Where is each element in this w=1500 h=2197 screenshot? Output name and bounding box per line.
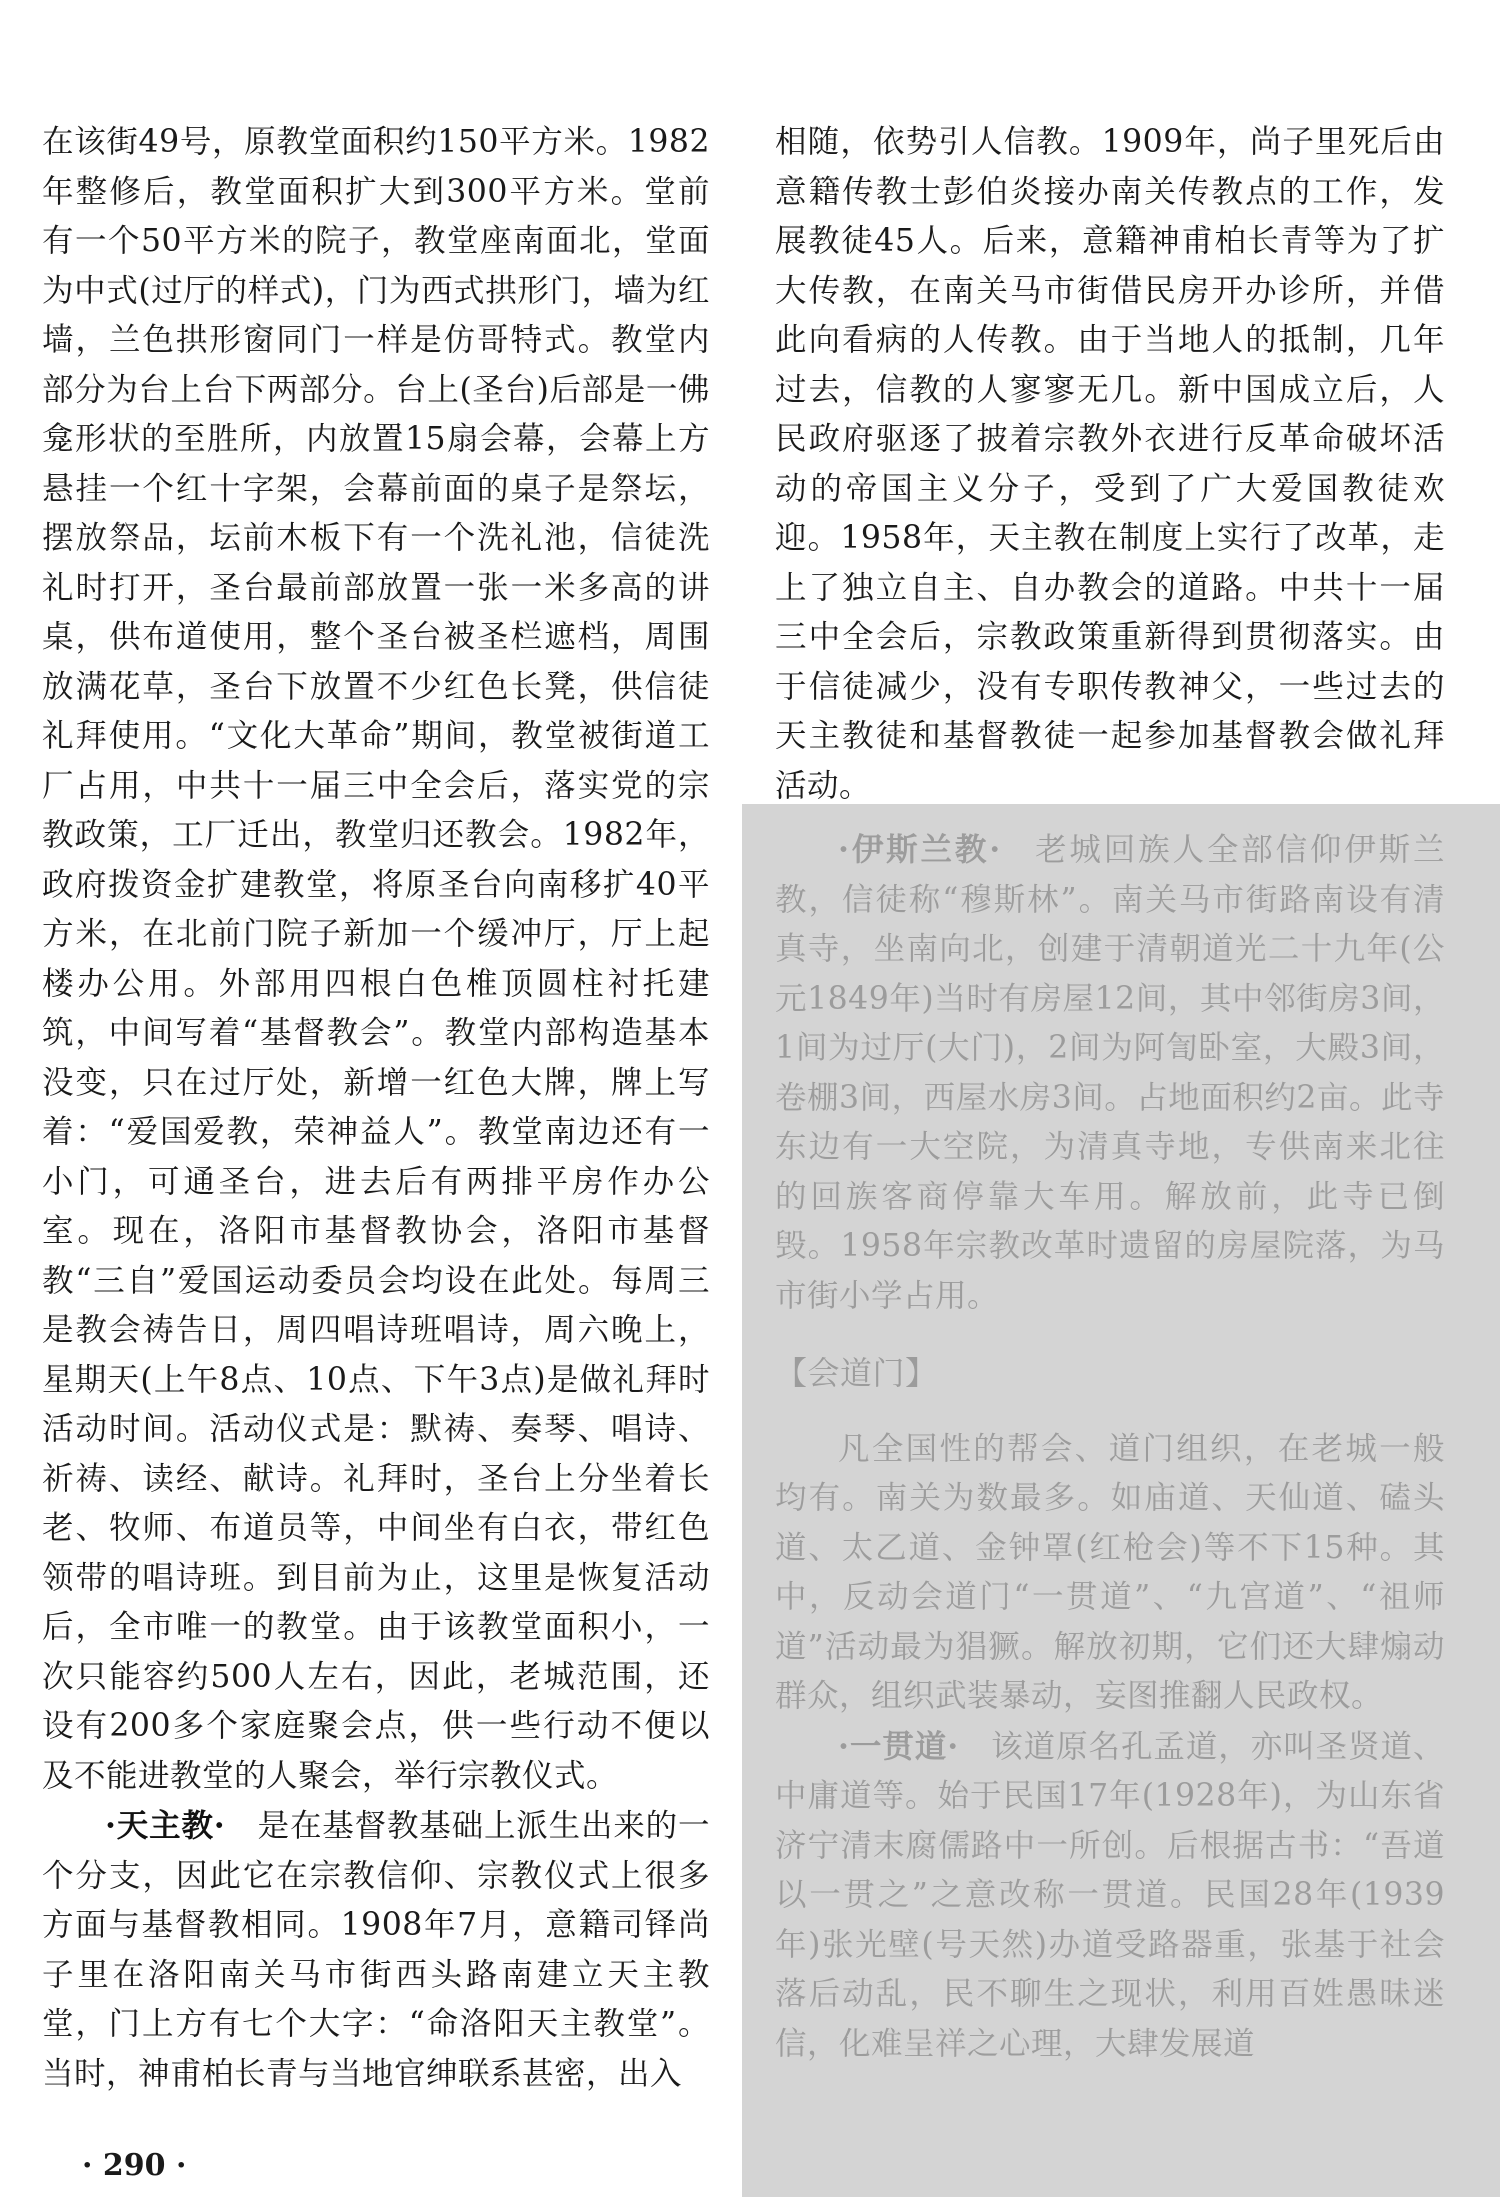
yiguandao-body: 该道原名孔孟道，亦叫圣贤道、中庸道等。始于民国17年(1928年)，为山东省济宁清末腐儒路中一所创。后根据古书：“吾道以一贯之”之意改称一贯道。民国28年(1939年)张光壁(号天然)办道受路器重，张基于社会落后动乱，民不聊生之现状，利用百姓愚昧迷信，化难呈祥之心理，大肆发展道 [775,1728,1445,2062]
huidaomen-intro-paragraph: 凡全国性的帮会、道门组织，在老城一般均有。南关为数最多。如庙道、天仙道、磕头道、太乙道、金钟罩(红枪会)等不下15种。其中，反动会道门“一贯道”、“九宫道”、“祖师道”活动最为猖獗。解放初期，它们还大肆煽动群众，组织武装暴动，妄图推翻人民政权。 [775,1430,1445,1714]
yiguandao-heading: ·一贯道· [838,1727,959,1765]
yiguandao-paragraph [775,1722,1445,2070]
catholic-continuation-paragraph: 相随，依势引人信教。1909年，尚子里死后由意籍传教士彭伯炎接办南关传教点的工作，发展教徒45人。后来，意籍神甫柏长青等为了扩大传教，在南关马市街借民房开办诊所，并借此向看病的人传教。由于当地人的抵制，几年过去，信教的人寥寥无几。新中国成立后，人民政府驱逐了披着宗教外衣进行反革命破坏活动的帝国主义分子，受到了广大爱国教徒欢迎。1958年，天主教在制度上实行了改革，走上了独立自主、自办教会的道路。中共十一届三中全会后，宗教政策重新得到贯彻落实。由于信徒减少，没有专职传教神父，一些过去的天主教徒和基督教徒一起参加基督教会做礼拜活动。 [775,124,1445,804]
huidaomen-section-heading: 【会道门】 [775,1354,938,1392]
islam-body: 老城回族人全部信仰伊斯兰教，信徒称“穆斯林”。南关马市街路南设有清真寺，坐南向北，创建于清朝道光二十九年(公元1849年)当时有房屋12间，其中邻街房3间，1间为过厅(大门)，2间为阿訇卧室，大殿3间，卷棚3间，西屋水房3间。占地面积约2亩。此寺东边有一大空院，为清真寺地，专供南来北往的回族客商停靠大车用。解放前，此寺已倒毁。1958年宗教改革时遗留的房屋院落，为马市街小学占用。 [775,832,1445,1314]
islam-heading: ·伊斯兰教· [838,831,1001,868]
right-column-upper [775,118,1445,811]
right-column-lower [775,825,1445,2069]
church-description-paragraph: 在该街49号，原教堂面积约150平方米。1982年整修后，教堂面积扩大到300平方米。堂前有一个50平方米的院子，教堂座南面北，堂面为中式(过厅的样式)，门为西式拱形门，墙为红墙，兰色拱形窗同门一样是仿哥特式。教堂内部分为台上台下两部分。台上(圣台)后部是一佛龛形状的至胜所，内放置15扇会幕，会幕上方悬挂一个红十字架，会幕前面的桌子是祭坛，摆放祭品，坛前木板下有一个洗礼池，信徒洗礼时打开，圣台最前部放置一张一米多高的讲桌，供布道使用，整个圣台被圣栏遮档，周围放满花草，圣台下放置不少红色长凳，供信徒礼拜使用。“文化大革命”期间，教堂被街道工厂占用，中共十一届三中全会后，落实党的宗教政策，工厂迁出，教堂归还教会。1982年，政府拨资金扩建教堂，将原圣台向南移扩40平方米，在北前门院子新加一个缓冲厅，厅上起楼办公用。外部用四根白色椎顶圆柱衬托建筑，中间写着“基督教会”。教堂内部构造基本没变，只在过厅处，新增一红色大牌，牌上写着：“爱国爱教，荣神益人”。教堂南边还有一小门，可通圣台，进去后有两排平房作办公室。现在，洛阳市基督教协会，洛阳市基督教“三自”爱国运动委员会均设在此处。每周三是教会祷告日，周四唱诗班唱诗，周六晚上，星期天(上午8点、10点、下午3点)是做礼拜时活动时间。活动仪式是：默祷、奏琴、唱诗、祈祷、读经、献诗。礼拜时，圣台上分坐着长老、牧师、布道员等，中间坐有白衣，带红色领带的唱诗班。到目前为止，这里是恢复活动后，全市唯一的教堂。由于该教堂面积小，一次只能容约500人左右，因此，老城范围，还设有200多个家庭聚会点，供一些行动不便以及不能进教堂的人聚会，举行宗教仪式。 [42,124,710,1794]
catholic-heading: ·天主教· [105,1807,226,1844]
page-number: · 290 · [82,2148,187,2183]
catholic-body: 是在基督教基础上派生出来的一个分支，因此它在宗教信仰、宗教仪式上很多方面与基督教相同。1908年7月，意籍司铎尚子里在洛阳南关马市街西头路南建立天主教堂，门上方有七个大字：“命洛阳天主教堂”。当时，神甫柏长青与当地官绅联系甚密，出入 [42,1808,710,2092]
catholic-paragraph [42,1801,710,2099]
islam-paragraph [775,825,1445,1321]
left-column [42,118,710,2099]
